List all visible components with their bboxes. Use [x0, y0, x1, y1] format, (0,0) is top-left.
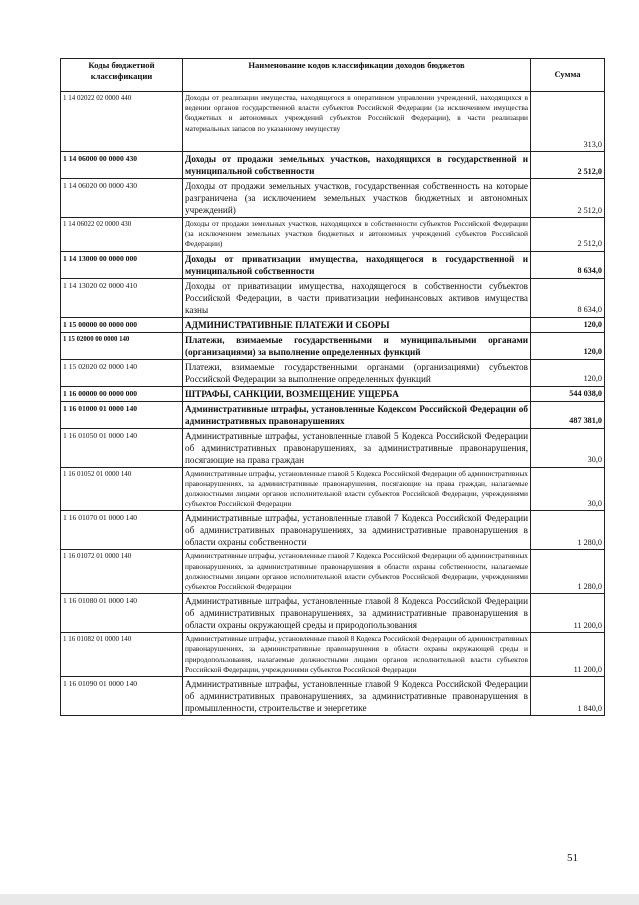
table-row — [61, 152, 605, 179]
header-code: Коды бюджетной классификации — [61, 59, 183, 92]
scan-edge-strip — [0, 894, 639, 905]
row-amount: 11 200,0 — [531, 633, 605, 677]
table-row — [61, 594, 605, 633]
row-name: Административные штрафы, установленные главой 7 Кодекса Российской Федерации об административных правонарушениях, за административные правонарушения в области охраны собственности, налагаемые должностными лицами органов исполнительной власти субъектов Российской Федерации, учреждениями субъектов Российской Федерации — [183, 550, 531, 594]
row-amount: 2 512,0 — [531, 179, 605, 218]
row-amount: 544 038,0 — [531, 386, 605, 401]
row-name: Доходы от реализации имущества, находящегося в оперативном управлении учреждений, находящихся в ведении органов государственной власти субъектов Российской Федерации (за исключением имущества бюджетных и автономных учреждений субъектов Российской Федерации), в части реализации материальных запасов по указанному имуществу — [183, 92, 531, 152]
row-name: Доходы от продажи земельных участков, находящихся в собственности субъектов Российской Федерации (за исключением земельных участков бюджетных и автономных учреждений субъектов Российской Федерации) — [183, 218, 531, 252]
row-name: Административные штрафы, установленные главой 9 Кодекса Российской Федерации об административных правонарушениях, за административные правонарушения в промышленности, строительстве и энергетике — [183, 677, 531, 716]
row-amount: 120,0 — [531, 317, 605, 332]
row-amount: 1 840,0 — [531, 677, 605, 716]
row-code: 1 15 02020 02 0000 140 — [61, 359, 183, 386]
row-code: 1 16 01070 01 0000 140 — [61, 511, 183, 550]
page-number: 51 — [567, 852, 578, 864]
row-name: Доходы от приватизации имущества, находящегося в государственной и муниципальной собственности — [183, 251, 531, 278]
header-amount: Сумма — [531, 59, 605, 92]
table-row — [61, 677, 605, 716]
row-amount: 11 200,0 — [531, 594, 605, 633]
row-name: Доходы от продажи земельных участков, находящихся в государственной и муниципальной собственности — [183, 152, 531, 179]
row-amount: 30,0 — [531, 467, 605, 511]
row-amount: 313,0 — [531, 92, 605, 152]
row-amount: 487 381,0 — [531, 401, 605, 428]
table-row — [61, 251, 605, 278]
row-amount: 2 512,0 — [531, 218, 605, 252]
table-row — [61, 467, 605, 511]
table-row — [61, 550, 605, 594]
row-code: 1 16 01050 01 0000 140 — [61, 428, 183, 467]
table-row — [61, 332, 605, 359]
row-amount: 2 512,0 — [531, 152, 605, 179]
row-code: 1 15 00000 00 0000 000 — [61, 317, 183, 332]
table-row — [61, 428, 605, 467]
row-code: 1 14 06022 02 0000 430 — [61, 218, 183, 252]
row-name: Платежи, взимаемые государственными и муниципальными органами (организациями) за выполнение определенных функций — [183, 332, 531, 359]
table-row — [61, 386, 605, 401]
table-row — [61, 317, 605, 332]
table-row — [61, 179, 605, 218]
table-row — [61, 633, 605, 677]
header-name: Наименование кодов классификации доходов бюджетов — [183, 59, 531, 92]
row-code: 1 16 00000 00 0000 000 — [61, 386, 183, 401]
row-amount: 120,0 — [531, 359, 605, 386]
row-amount: 1 280,0 — [531, 550, 605, 594]
row-name: Административные штрафы, установленные главой 7 Кодекса Российской Федерации об административных правонарушениях, за административные правонарушения в области охраны собственности — [183, 511, 531, 550]
row-name: Административные штрафы, установленные главой 5 Кодекса Российской Федерации об административных правонарушениях, за административные правонарушения, посягающие на права граждан — [183, 428, 531, 467]
row-amount: 8 634,0 — [531, 251, 605, 278]
row-name: АДМИНИСТРАТИВНЫЕ ПЛАТЕЖИ И СБОРЫ — [183, 317, 531, 332]
row-amount: 120,0 — [531, 332, 605, 359]
table-row — [61, 92, 605, 152]
row-name: ШТРАФЫ, САНКЦИИ, ВОЗМЕЩЕНИЕ УЩЕРБА — [183, 386, 531, 401]
row-code: 1 16 01080 01 0000 140 — [61, 594, 183, 633]
row-code: 1 14 02022 02 0000 440 — [61, 92, 183, 152]
row-code: 1 16 01090 01 0000 140 — [61, 677, 183, 716]
row-name: Административные штрафы, установленные главой 8 Кодекса Российской Федерации об административных правонарушениях, за административные правонарушения в области охраны окружающей среды и природопользования — [183, 594, 531, 633]
row-name: Платежи, взимаемые государственными органами (организациями) субъектов Российской Федерации за выполнение определенных функций — [183, 359, 531, 386]
table-row — [61, 511, 605, 550]
row-code: 1 15 02000 00 0000 140 — [61, 332, 183, 359]
table-row — [61, 218, 605, 252]
row-name: Административные штрафы, установленные Кодексом Российской Федерации об административных правонарушениях — [183, 401, 531, 428]
table-row — [61, 359, 605, 386]
table-header-row — [61, 59, 605, 92]
row-code: 1 14 13020 02 0000 410 — [61, 278, 183, 317]
row-amount: 8 634,0 — [531, 278, 605, 317]
budget-classification-table — [60, 58, 605, 716]
row-amount: 1 280,0 — [531, 511, 605, 550]
row-code: 1 14 13000 00 0000 000 — [61, 251, 183, 278]
row-code: 1 14 06000 00 0000 430 — [61, 152, 183, 179]
row-amount: 30,0 — [531, 428, 605, 467]
row-name: Доходы от приватизации имущества, находящегося в собственности субъектов Российской Федерации, в части приватизации нефинансовых активов имущества казны — [183, 278, 531, 317]
row-code: 1 16 01000 01 0000 140 — [61, 401, 183, 428]
table-row — [61, 278, 605, 317]
row-name: Административные штрафы, установленные главой 5 Кодекса Российской Федерации об административных правонарушениях, за административные правонарушения, посягающие на права граждан, налагаемые должностными лицами органов исполнительной власти субъектов Российской Федерации, учреждениями субъектов Российской Федерации — [183, 467, 531, 511]
row-code: 1 14 06020 00 0000 430 — [61, 179, 183, 218]
row-name: Доходы от продажи земельных участков, государственная собственность на которые разграничена (за исключением земельных участков бюджетных и автономных учреждений) — [183, 179, 531, 218]
row-code: 1 16 01052 01 0000 140 — [61, 467, 183, 511]
table-row — [61, 401, 605, 428]
row-code: 1 16 01082 01 0000 140 — [61, 633, 183, 677]
row-name: Административные штрафы, установленные главой 8 Кодекса Российской Федерации об административных правонарушениях, за административные правонарушения в области охраны окружающей среды и природопользования, налагаемые должностными лицами органов исполнительной власти субъектов Российской Федерации, учреждениями субъектов Российской Федерации — [183, 633, 531, 677]
row-code: 1 16 01072 01 0000 140 — [61, 550, 183, 594]
